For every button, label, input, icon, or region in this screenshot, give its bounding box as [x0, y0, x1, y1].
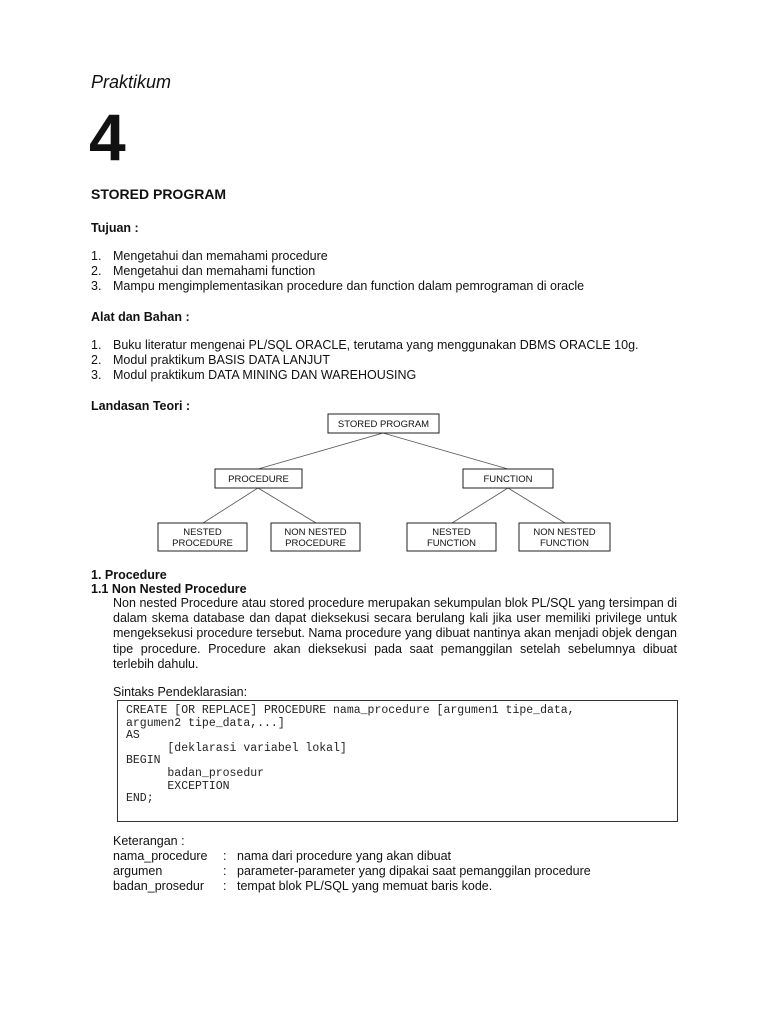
node-label: NON NESTED [533, 527, 596, 538]
node-label: NESTED [432, 527, 471, 538]
list-text: Mengetahui dan memahami procedure [113, 249, 328, 263]
node-label: PROCEDURE [285, 538, 346, 549]
node-label: FUNCTION [539, 538, 590, 549]
code-line: EXCEPTION [126, 779, 230, 793]
keterangan-desc: nama dari procedure yang akan dibuat [237, 849, 452, 863]
connector-line [258, 433, 383, 469]
code-line: [deklarasi variabel lokal] [126, 741, 347, 755]
praktikum-label: Praktikum [91, 72, 172, 92]
tujuan-heading: Tujuan : [91, 221, 139, 235]
node-label: NON NESTED [284, 527, 347, 538]
list-text: Mengetahui dan memahami function [113, 264, 316, 278]
connector-line [258, 488, 316, 523]
syntax-code-box [117, 700, 678, 822]
code-line: BEGIN [126, 754, 161, 768]
alat-heading: Alat dan Bahan : [91, 310, 190, 324]
node-label: STORED PROGRAM [337, 419, 430, 430]
keterangan-label: Keterangan : [113, 834, 185, 848]
keterangan-colon: : [223, 849, 227, 863]
list-text: Modul praktikum DATA MINING DAN WAREHOUSING [113, 368, 417, 382]
chapter-number: 4 [89, 100, 126, 174]
keterangan-row [113, 879, 591, 894]
node-label: PROCEDURE [228, 474, 289, 485]
connector-line [203, 488, 258, 523]
list-number: 3. [91, 368, 102, 382]
node-label: NESTED [183, 527, 222, 538]
syntax-label: Sintaks Pendeklarasian: [113, 685, 248, 699]
code-line: END; [126, 792, 154, 806]
list-text: Modul praktikum BASIS DATA LANJUT [113, 353, 330, 367]
list-number: 1. [91, 249, 102, 263]
procedure-description: Non nested Procedure atau stored procedure merupakan sekumpulan blok PL/SQL yang tersimpan di dalam skema database dan dapat dieksekusi secara berulang kali jika user memiliki privilege untuk mengeksekusi procedure tersebut. Nama procedure yang dibuat nantinya akan menjadi objek dengan tipe procedure. Procedure akan dieksekusi pada saat pemanggilan setelah sebelumnya dibuat terlebih dahulu. [113, 596, 677, 671]
connector-line [508, 488, 565, 523]
code-line: CREATE [OR REPLACE] PROCEDURE nama_procedure [argumen1 tipe_data, [126, 704, 575, 717]
page-title: STORED PROGRAM [91, 186, 227, 202]
list-number: 2. [91, 264, 102, 278]
keterangan-desc: parameter-parameter yang dipakai saat pemanggilan procedure [237, 864, 591, 878]
code-line: badan_prosedur [126, 766, 265, 780]
node-label: FUNCTION [426, 538, 477, 549]
keterangan-colon: : [223, 879, 227, 893]
keterangan-colon: : [223, 864, 227, 878]
keterangan-desc: tempat blok PL/SQL yang memuat baris kode. [237, 879, 493, 893]
keterangan-term: argumen [113, 864, 163, 878]
node-label: PROCEDURE [172, 538, 233, 549]
keterangan-row [113, 849, 591, 864]
non-nested-procedure-heading: 1.1 Non Nested Procedure [91, 582, 247, 596]
keterangan-list [113, 849, 591, 894]
procedure-heading: 1. Procedure [91, 568, 167, 582]
keterangan-term: nama_procedure [113, 849, 208, 863]
node-label: FUNCTION [483, 474, 533, 485]
code-line: AS [126, 729, 140, 743]
connector-line [383, 433, 508, 469]
code-line: argumen2 tipe_data,...] [126, 716, 285, 730]
landasan-heading: Landasan Teori : [91, 399, 191, 413]
list-number: 1. [91, 338, 102, 352]
keterangan-row [113, 864, 591, 879]
list-text: Buku literatur mengenai PL/SQL ORACLE, terutama yang menggunakan DBMS ORACLE 10g. [113, 338, 639, 352]
list-number: 3. [91, 279, 102, 293]
keterangan-term: badan_prosedur [113, 879, 205, 893]
list-number: 2. [91, 353, 102, 367]
list-text: Mampu mengimplementasikan procedure dan function dalam pemrograman di oracle [113, 279, 585, 293]
connector-line [452, 488, 508, 523]
